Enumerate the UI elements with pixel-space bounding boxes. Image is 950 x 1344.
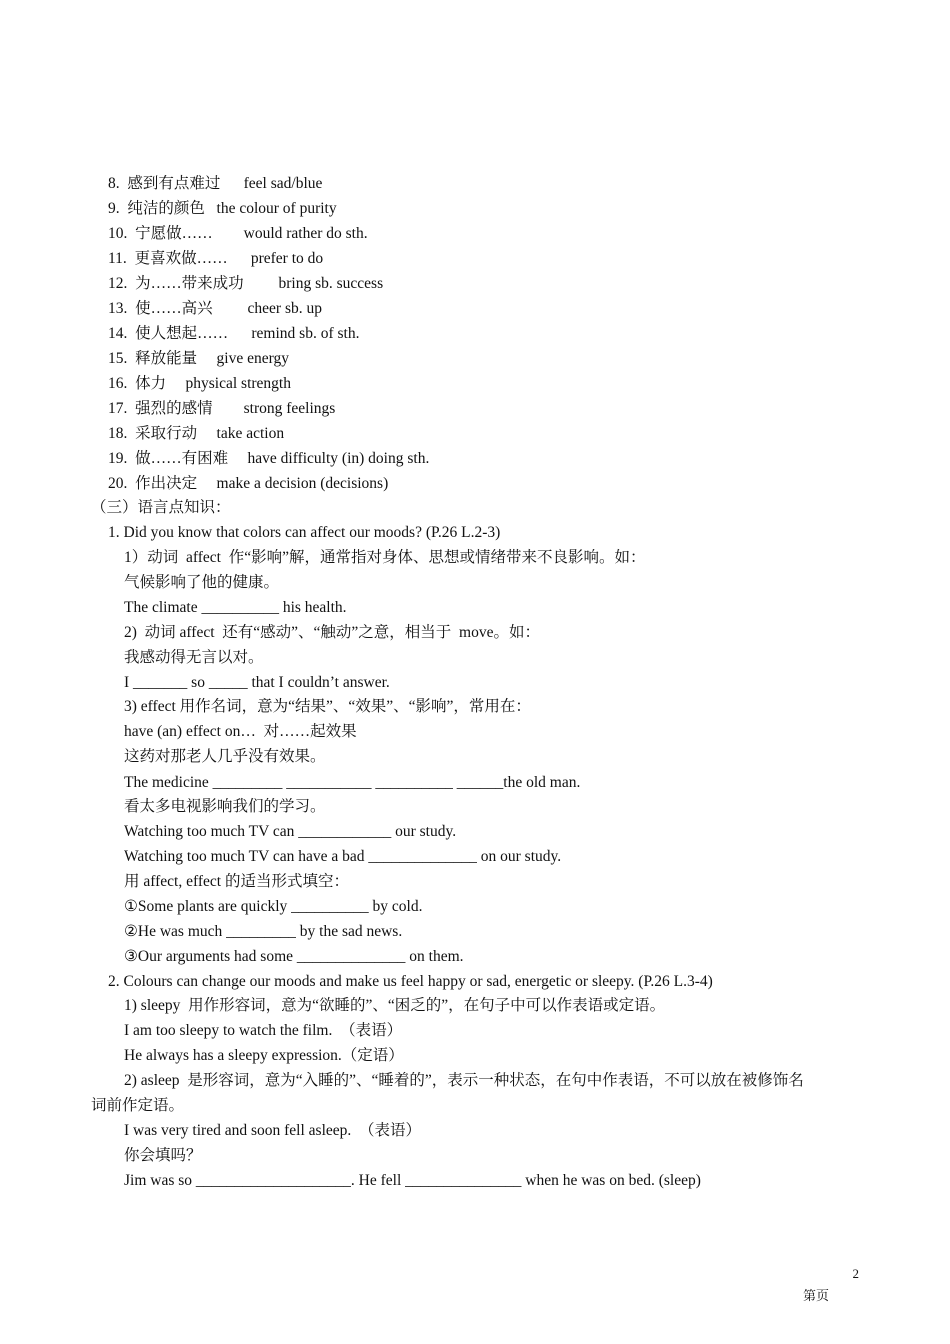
point-heading: 2. Colours can change our moods and make us feel happy or sad, energetic or sleepy. (P.26 L.3-4) [108,973,713,990]
vocab-item: 11. 更喜欢做…… prefer to do [108,250,324,267]
section-title: （三）语言点知识： [91,499,231,516]
text-line: I was very tired and soon fell asleep. （表语） [124,1122,422,1139]
point-heading: 1. Did you know that colors can affect our moods? (P.26 L.2-3) [108,524,501,541]
exercise-line: Watching too much TV can have a bad ______________ on our study. [124,848,562,865]
text-line: I am too sleepy to watch the film. （表语） [124,1022,403,1039]
page-label: 第页 [803,1288,830,1303]
text-line: 3) effect 用作名词，意为“结果”、“效果”、“影响”，常用在： [124,698,531,715]
vocab-item: 20. 作出决定 make a decision (decisions) [108,475,389,492]
text-line: 用 affect, effect 的适当形式填空： [124,873,349,890]
page-number: 2 [852,1266,859,1281]
exercise-line: Watching too much TV can ____________ our study. [124,823,457,840]
vocab-item: 19. 做……有困难 have difficulty (in) doing sth. [108,450,430,467]
text-line: 1) sleepy 用作形容词，意为“欲睡的”、“困乏的”，在句子中可以作表语或定语。 [124,997,666,1014]
vocab-item: 15. 释放能量 give energy [108,350,289,367]
vocab-item: 10. 宁愿做…… would rather do sth. [108,225,368,242]
vocab-item: 13. 使……高兴 cheer sb. up [108,300,322,317]
vocab-item: 9. 纯洁的颜色 the colour of purity [108,200,337,217]
exercise-line: ②He was much _________ by the sad news. [124,923,403,940]
text-line: He always has a sleepy expression.（定语） [124,1047,404,1064]
text-line: 气候影响了他的健康。 [124,574,280,591]
text-line: have (an) effect on… 对……起效果 [124,723,357,740]
text-line: 你会填吗？ [124,1147,202,1164]
vocab-item: 18. 采取行动 take action [108,425,285,442]
vocab-item: 12. 为……带来成功 bring sb. success [108,275,384,292]
exercise-line: The climate __________ his health. [124,599,347,616]
text-line: 我感动得无言以对。 [124,649,264,666]
exercise-line: ③Our arguments had some ______________ on them. [124,948,464,965]
exercise-line: The medicine _________ ___________ __________ ______the old man. [124,774,581,791]
text-line: 词前作定语。 [91,1097,185,1114]
text-line: 2) asleep 是形容词，意为“入睡的”、“睡着的”，表示一种状态，在句中作表语，不可以放在被修饰名 [124,1072,804,1089]
text-line: 1）动词 affect 作“影响”解，通常指对身体、思想或情绪带来不良影响。如： [124,549,646,566]
text-line: 看太多电视影响我们的学习。 [124,798,326,815]
text-line: 2) 动词 affect 还有“感动”、“触动”之意，相当于 move。如： [124,624,540,641]
exercise-line: Jim was so ____________________. He fell _______________ when he was on bed. (sleep) [124,1172,701,1189]
vocab-item: 17. 强烈的感情 strong feelings [108,400,336,417]
exercise-line: I _______ so _____ that I couldn’t answer. [124,674,390,691]
vocab-item: 14. 使人想起…… remind sb. of sth. [108,325,360,342]
vocab-item: 16. 体力 physical strength [108,375,291,392]
vocab-item: 8. 感到有点难过 feel sad/blue [108,175,323,192]
exercise-line: ①Some plants are quickly __________ by cold. [124,898,423,915]
text-line: 这药对那老人几乎没有效果。 [124,748,326,765]
